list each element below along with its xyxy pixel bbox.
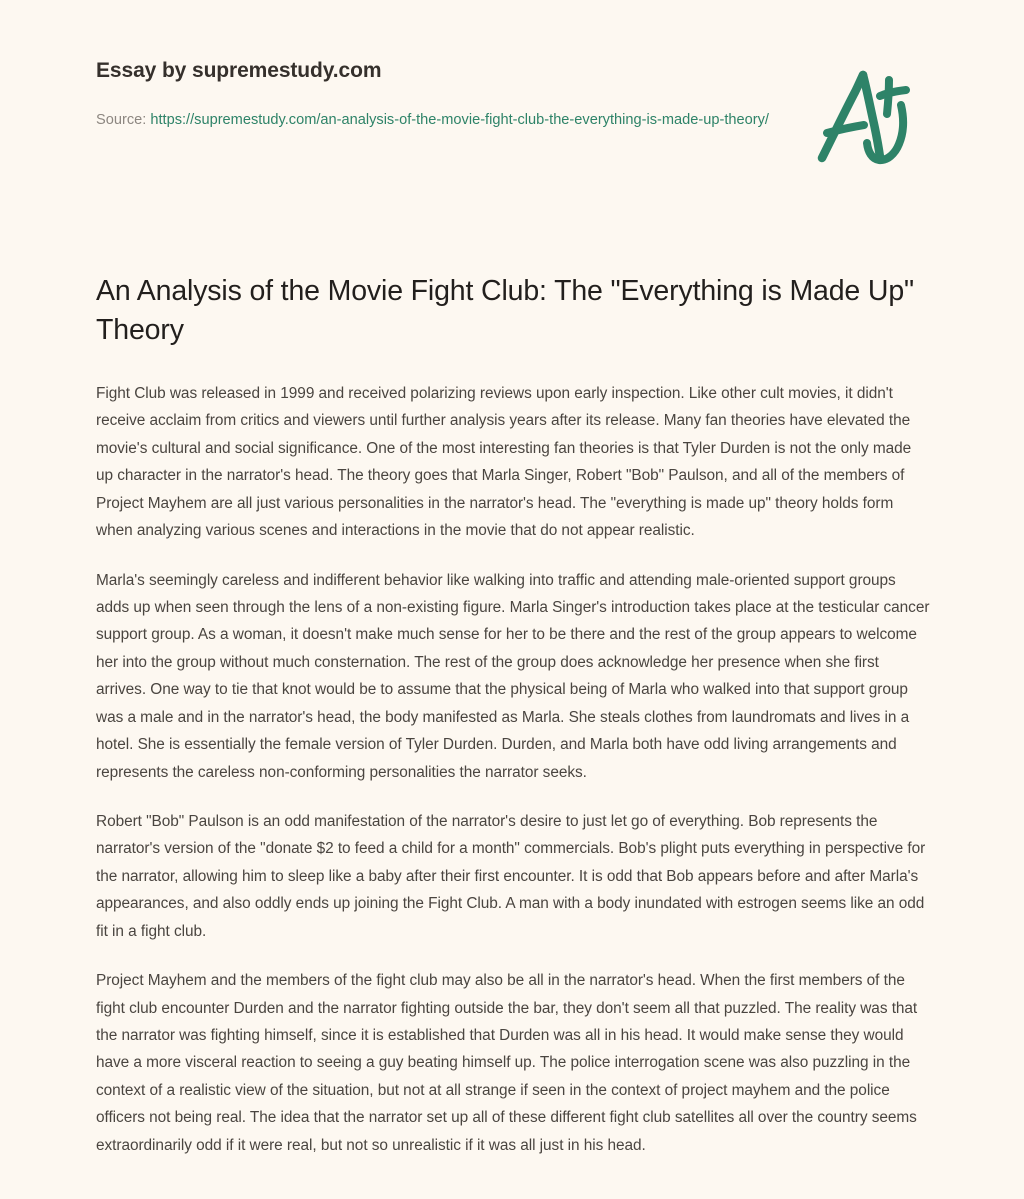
a-plus-logo-icon <box>800 60 920 180</box>
body-paragraph: Marla's seemingly careless and indifferent behavior like walking into traffic and attending male-oriented support groups adds up when seen through the lens of a non-existing figure. Marla Singer's introduction takes place at the testicular cancer support group. As a woman, it doesn't make much sense for her to be there and the rest of the group appears to welcome her into the group without much consternation. The rest of the group does acknowledge her presence when she first arrives. One way to tie that knot would be to assume that the physical being of Marla who walked into that support group was a male and in the narrator's head, the body manifested as Marla. She steals clothes from laundromats and lives in a hotel. She is essentially the female version of Tyler Durden. Durden, and Marla both have odd living arrangements and represents the careless non-conforming personalities the narrator seeks. <box>96 571 930 781</box>
header-text-block <box>96 58 796 133</box>
document-header <box>0 0 1024 180</box>
a-plus-logo <box>800 60 920 180</box>
source-url-link[interactable]: https://supremestudy.com/an-analysis-of-the-movie-fight-club-the-everything-is-made-up-theory/ <box>150 112 769 129</box>
page-title: An Analysis of the Movie Fight Club: The "Everything is Made Up" Theory <box>96 275 914 347</box>
body-paragraph: Fight Club was released in 1999 and received polarizing reviews upon early inspection. Like other cult movies, it didn't receive acclaim from critics and viewers until further analysis years after its release. Many fan theories have elevated the movie's cultural and social significance. One of the most interesting fan theories is that Tyler Durden is not the only made up character in the narrator's head. The theory goes that Marla Singer, Robert "Bob" Paulson, and all of the members of Project Mayhem are all just various personalities in the narrator's head. The "everything is made up" theory holds form when analyzing various scenes and interactions in the movie that do not appear realistic. <box>96 385 912 540</box>
document-content <box>0 272 1024 1199</box>
body-paragraph: Robert "Bob" Paulson is an odd manifestation of the narrator's desire to just let go of everything. Bob represents the narrator's version of the "donate $2 to feed a child for a month" commercials. Bob's plight puts everything in perspective for the narrator, allowing him to sleep like a baby after their first encounter. It is odd that Bob appears before and after Marla's appearances, and also oddly ends up joining the Fight Club. A man with a body inundated with estrogen seems like an odd fit in a fight club. <box>96 812 926 940</box>
essay-byline: Essay by supremestudy.com <box>96 59 382 82</box>
body-paragraph: Project Mayhem and the members of the fight club may also be all in the narrator's head. When the first members of the fight club encounter Durden and the narrator fighting outside the bar, they don't seem all that puzzled. The reality was that the narrator was fighting himself, since it is established that Durden was all in his head. It would make sense they would have a more visceral reaction to seeing a guy beating himself up. The police interrogation scene was also puzzling in the context of a realistic view of the situation, but not at all strange if seen in the context of project mayhem and the police officers not being real. The idea that the narrator set up all of these different fight club satellites all over the country seems extraordinarily odd if it were real, but not so unrealistic if it was all just in his head. <box>96 972 918 1154</box>
source-label: Source: <box>96 112 147 129</box>
essay-body <box>96 380 930 1159</box>
source-line <box>96 109 796 133</box>
